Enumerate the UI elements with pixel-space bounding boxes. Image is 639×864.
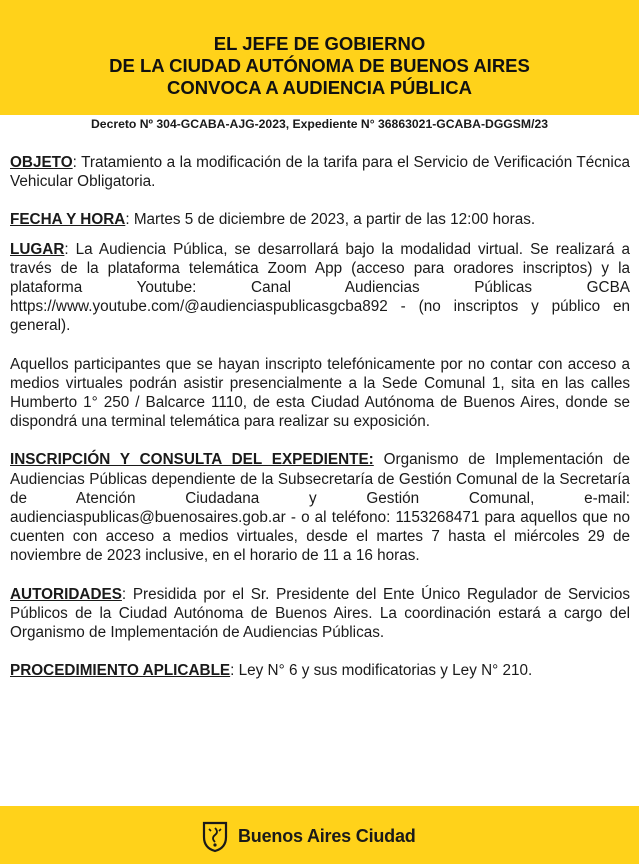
title-line-2: DE LA CIUDAD AUTÓNOMA DE BUENOS AIRES (109, 55, 530, 76)
procedimiento-text: Ley N° 6 y sus modificatorias y Ley N° 210. (238, 662, 533, 680)
section-objeto: OBJETO: Tratamiento a la modificación de la tarifa para el Servicio de Verificación Técnica Vehicular Obligatoria. (10, 154, 630, 191)
notice-body (10, 153, 630, 699)
autoridades-label: AUTORIDADES (10, 585, 122, 603)
decree-reference: Decreto Nº 304-GCABA-AJG-2023, Expediente N° 36863021-GCABA-DGGSM/23 (90, 117, 549, 131)
section-autoridades: AUTORIDADES: Presidida por el Sr. Presidente del Ente Único Regulador de Servicios Públicos de la Ciudad Autónoma de Buenos Aires. La coordinación estará a cargo del Organismo de Implementación de Audiencias Públicas. (10, 585, 631, 642)
fecha-label: FECHA Y HORA (10, 211, 126, 229)
title-line-1: EL JEFE DE GOBIERNO (213, 33, 426, 54)
autoridades-text: Presidida por el Sr. Presidente del Ente Único Regulador de Servicios Públicos de la Ciudad Autónoma de Buenos Aires. La coordinación estará a cargo del Organismo de Implementación de Audiencias Públicas. (10, 585, 631, 642)
objeto-label: OBJETO (10, 154, 73, 171)
city-logo (200, 820, 416, 852)
section-inscripcion (10, 450, 630, 565)
lugar-text: La Audiencia Pública, se desarrollará bajo la modalidad virtual. Se realizará a través de la plataforma telemática Zoom App (acceso para oradores inscriptos) y la plataforma Youtube: Canal Audiencias Públicas GCBA https://www.youtube.com/@audienciaspublicasgcba892 - (no inscriptos y público en general). (10, 240, 630, 335)
procedimiento-label: PROCEDIMIENTO APLICABLE (10, 662, 231, 680)
section-lugar: LUGAR: La Audiencia Pública, se desarrollará bajo la modalidad virtual. Se realizará a través de la plataforma telemática Zoom App (acceso para oradores inscriptos) y la plataforma Youtube: Canal Audiencias Públicas GCBA https://www.youtube.com/@audienciaspublicasgcba892 - (no inscriptos y público en general). (10, 240, 630, 335)
objeto-text: Tratamiento a la modificación de la tarifa para el Servicio de Verificación Técnica Vehicular Obligatoria. (10, 154, 630, 191)
section-procedimiento: PROCEDIMIENTO APLICABLE: Ley N° 6 y sus modificatorias y Ley N° 210. (10, 662, 533, 680)
city-seal-icon (200, 819, 230, 853)
lugar-label: LUGAR (10, 240, 65, 258)
footer-banner (0, 806, 639, 864)
page-title (0, 33, 639, 99)
section-presencial: Aquellos participantes que se hayan inscripto telefónicamente por no contar con acceso a medios virtuales podrán asistir presencialmente a la Sede Comunal 1, sita en las calles Humberto 1° 250 / Balcarce 1110, de esta Ciudad Autónoma de Buenos Aires, donde se dispondrá una terminal telemática para realizar su exposición. (10, 355, 630, 431)
inscripcion-text: Organismo de Implementación de Audiencias Públicas dependiente de la Subsecretaría de Gestión Comunal de la Secretaría de Atención Ciudadana y Gestión Comunal, e-mail: audienciaspublicas@buenosaires.gob.ar - o al teléfono: 1153268471 para aquellos que no cuenten con acceso a medios virtuales, desde el martes 7 hasta el miércoles 29 de noviembre de 2023 inclusive, en el horario de 11 a 16 horas. (10, 451, 631, 565)
header-banner (0, 0, 639, 115)
inscripcion-label: INSCRIPCIÓN Y CONSULTA DEL EXPEDIENTE: (10, 451, 374, 469)
fecha-text: Martes 5 de diciembre de 2023, a partir de las 12:00 horas. (133, 211, 536, 229)
title-line-3: CONVOCA A AUDIENCIA PÚBLICA (167, 77, 472, 98)
brand-name: Buenos Aires Ciudad (238, 825, 416, 846)
section-fecha: FECHA Y HORA: Martes 5 de diciembre de 2023, a partir de las 12:00 horas. (10, 211, 536, 229)
